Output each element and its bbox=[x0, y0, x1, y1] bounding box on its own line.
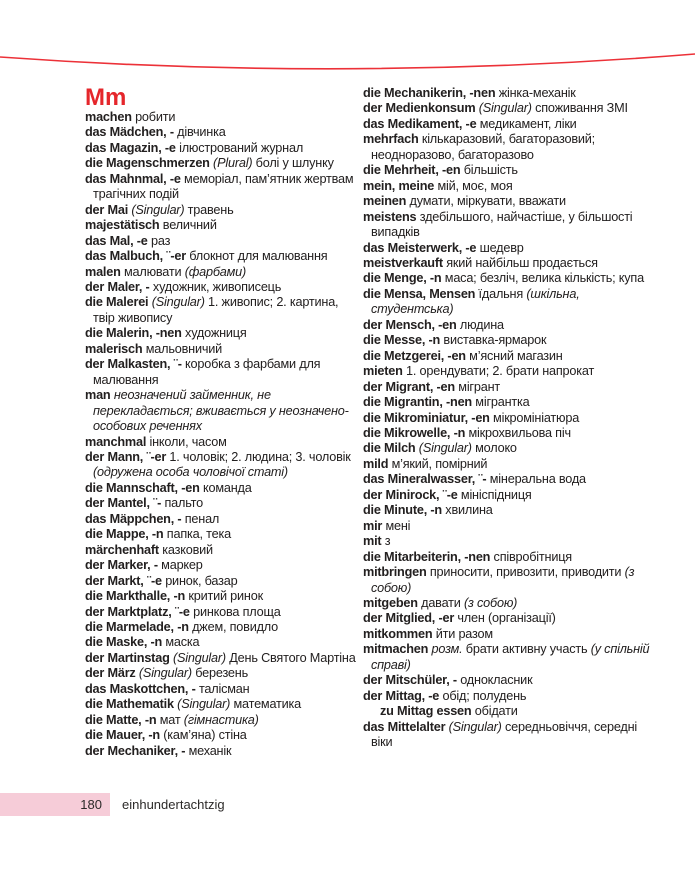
headword: der Minirock, ¨-e bbox=[363, 487, 458, 502]
translation: мій, моє, моя bbox=[434, 178, 513, 193]
dictionary-entry bbox=[85, 744, 361, 759]
dictionary-entry bbox=[363, 689, 655, 704]
headword: mitkommen bbox=[363, 626, 433, 641]
dictionary-entry bbox=[85, 605, 361, 620]
dictionary-entry bbox=[85, 713, 361, 728]
headword: das Medikament, -e bbox=[363, 116, 477, 131]
headword: malerisch bbox=[85, 341, 143, 356]
headword: die Mehrheit, -en bbox=[363, 163, 461, 178]
translation: брати активну участь bbox=[462, 642, 591, 657]
headword: die Matte, -n bbox=[85, 712, 157, 727]
headword: der Maler, - bbox=[85, 279, 150, 294]
decorative-wavy-rule bbox=[0, 0, 695, 90]
headword: der Mittag, -e bbox=[363, 688, 440, 703]
translation: 1. орендувати; 2. брати напрокат bbox=[402, 364, 595, 379]
dictionary-entry bbox=[363, 241, 655, 256]
headword: die Malerei bbox=[85, 295, 149, 310]
dictionary-entry bbox=[85, 326, 361, 341]
headword: das Meisterwerk, -e bbox=[363, 240, 477, 255]
annotation: (Singular) bbox=[173, 697, 231, 712]
headword: die Mikrowelle, -n bbox=[363, 425, 466, 440]
dictionary-entry bbox=[363, 287, 655, 318]
annotation: (Singular) bbox=[445, 719, 502, 734]
translation: їдальня bbox=[475, 286, 527, 301]
dictionary-subentry bbox=[363, 704, 655, 719]
translation: меморіал, пам’ятник жертвам трагічних подій bbox=[93, 171, 354, 202]
dictionary-entry bbox=[85, 357, 361, 388]
headword: die Mitarbeiterin, -nen bbox=[363, 549, 491, 564]
headword: der Migrant, -en bbox=[363, 379, 455, 394]
page-number-badge bbox=[0, 793, 110, 816]
annotation: (Singular) bbox=[135, 666, 192, 681]
dictionary-content bbox=[85, 86, 655, 759]
dictionary-entry bbox=[85, 635, 361, 650]
dictionary-entry bbox=[363, 411, 655, 426]
translation: 1. живопис; 2. картина, твір живопису bbox=[93, 295, 339, 325]
translation: математика bbox=[230, 697, 302, 712]
dictionary-entry bbox=[363, 194, 655, 209]
dictionary-entry bbox=[85, 558, 361, 573]
headword: der Mann, ¨-er bbox=[85, 449, 167, 464]
headword: die Mannschaft, -en bbox=[85, 480, 200, 495]
dictionary-entry bbox=[363, 210, 655, 241]
translation: людина bbox=[456, 317, 504, 332]
translation: споживання ЗМІ bbox=[531, 101, 628, 116]
dictionary-entry bbox=[85, 527, 361, 542]
dictionary-entry bbox=[363, 117, 655, 132]
headword: die Messe, -n bbox=[363, 333, 441, 348]
headword: der Medienkonsum bbox=[363, 101, 476, 116]
dictionary-entry bbox=[85, 589, 361, 604]
annotation: (Singular) bbox=[415, 441, 472, 456]
headword: das Mal, -e bbox=[85, 233, 148, 248]
translation: жінка-механік bbox=[495, 86, 576, 100]
translation: приносити, привозити, приводити bbox=[426, 565, 625, 580]
translation: ринкова площа bbox=[189, 604, 281, 619]
dictionary-entry bbox=[85, 141, 361, 156]
dictionary-entry bbox=[85, 342, 361, 357]
dictionary-entry bbox=[363, 349, 655, 364]
headword: die Malerin, -nen bbox=[85, 326, 182, 341]
headword: die Metzgerei, -en bbox=[363, 348, 466, 363]
translation: коробка з фарбами для малювання bbox=[93, 357, 321, 387]
headword: mir bbox=[363, 518, 383, 533]
annotation: (шкільна, студентська) bbox=[371, 286, 580, 317]
dictionary-entry bbox=[85, 156, 361, 171]
page-number: 180 bbox=[80, 797, 102, 812]
headword: die Mathematik bbox=[85, 697, 174, 712]
headword: der Mensch, -en bbox=[363, 317, 457, 332]
dictionary-entry bbox=[85, 125, 361, 140]
dictionary-entry bbox=[363, 333, 655, 348]
headword: der Mitschüler, - bbox=[363, 673, 457, 688]
translation: давати bbox=[417, 595, 464, 610]
dictionary-entry bbox=[85, 110, 361, 125]
headword: die Mechanikerin, -nen bbox=[363, 86, 496, 100]
dictionary-entry bbox=[85, 172, 361, 203]
headword: mieten bbox=[363, 364, 403, 379]
dictionary-entry bbox=[85, 249, 361, 264]
headword: der Marker, - bbox=[85, 558, 158, 573]
headword: das Mäppchen, - bbox=[85, 511, 182, 526]
dictionary-entry bbox=[85, 728, 361, 743]
dictionary-entry bbox=[363, 256, 655, 271]
dictionary-entry bbox=[85, 666, 361, 681]
headword: zu Mittag essen bbox=[380, 704, 472, 719]
headword: die Marmelade, -n bbox=[85, 619, 189, 634]
translation: маска bbox=[162, 635, 200, 650]
dictionary-entry bbox=[363, 163, 655, 178]
dictionary-entry bbox=[363, 565, 655, 596]
dictionary-entry bbox=[363, 550, 655, 565]
translation: мігрантка bbox=[471, 395, 530, 410]
translation: м’який, помірний bbox=[388, 456, 488, 471]
translation: художник, живописець bbox=[149, 279, 282, 294]
dictionary-entry bbox=[85, 388, 361, 434]
translation: казковий bbox=[158, 542, 213, 557]
translation: виставка-ярмарок bbox=[440, 333, 547, 348]
right-column bbox=[363, 86, 655, 759]
dictionary-entry bbox=[363, 457, 655, 472]
headword: die Menge, -n bbox=[363, 271, 442, 286]
headword: mitgeben bbox=[363, 595, 418, 610]
translation: молоко bbox=[471, 441, 517, 456]
translation: медикамент, ліки bbox=[476, 116, 577, 131]
headword: die Mensa, Mensen bbox=[363, 286, 476, 301]
page-footer bbox=[0, 793, 225, 816]
annotation: (Singular) bbox=[475, 101, 532, 116]
translation: здебільшого, найчастіше, у більшості випадків bbox=[371, 209, 633, 240]
translation: шедевр bbox=[476, 240, 524, 255]
dictionary-entry bbox=[85, 435, 361, 450]
dictionary-entry bbox=[85, 651, 361, 666]
translation: критий ринок bbox=[185, 589, 263, 604]
headword: der Martinstag bbox=[85, 650, 170, 665]
headword: das Mahnmal, -e bbox=[85, 171, 181, 186]
headword: malen bbox=[85, 264, 121, 279]
headword: mitbringen bbox=[363, 565, 427, 580]
dictionary-entry bbox=[85, 450, 361, 481]
translation: болі у шлунку bbox=[252, 156, 334, 171]
translation: джем, повидло bbox=[188, 619, 278, 634]
headword: die Minute, -n bbox=[363, 503, 442, 518]
dictionary-entry bbox=[85, 280, 361, 295]
dictionary-entry bbox=[363, 318, 655, 333]
translation: мігрант bbox=[454, 379, 500, 394]
headword: das Mineralwasser, ¨- bbox=[363, 472, 487, 487]
annotation: (гімнастика) bbox=[183, 712, 259, 727]
dictionary-entry bbox=[363, 720, 655, 751]
dictionary-entry bbox=[85, 218, 361, 233]
headword: die Mauer, -n bbox=[85, 728, 160, 743]
translation: однокласник bbox=[456, 673, 533, 688]
translation: величний bbox=[159, 218, 217, 233]
annotation: (у спільній справі) bbox=[371, 642, 650, 672]
annotation: (Singular) bbox=[128, 202, 185, 217]
dictionary-entry bbox=[363, 426, 655, 441]
annotation: (одружена особа чоловічої статі) bbox=[93, 465, 288, 480]
translation: ринок, базар bbox=[161, 573, 238, 588]
headword: der Mitglied, -er bbox=[363, 611, 455, 626]
translation: раз bbox=[147, 233, 171, 248]
dictionary-entry bbox=[363, 627, 655, 642]
dictionary-entry bbox=[85, 574, 361, 589]
headword: meinen bbox=[363, 194, 407, 209]
dictionary-entry bbox=[85, 496, 361, 511]
dictionary-entry bbox=[85, 295, 361, 326]
translation: мінеральна вода bbox=[486, 472, 586, 487]
dictionary-entry bbox=[363, 472, 655, 487]
translation: пальто bbox=[161, 496, 203, 511]
translation: мікрохвильова піч bbox=[465, 425, 571, 440]
left-column bbox=[85, 86, 361, 759]
dictionary-entry bbox=[363, 596, 655, 611]
headword: die Magenschmerzen bbox=[85, 156, 210, 171]
translation: ілюстрований журнал bbox=[175, 140, 304, 155]
headword: märchenhaft bbox=[85, 542, 159, 557]
annotation: (Singular) bbox=[169, 650, 226, 665]
headword: das Mädchen, - bbox=[85, 125, 174, 140]
headword: die Maske, -n bbox=[85, 635, 163, 650]
translation: пенал bbox=[181, 511, 220, 526]
dictionary-entry bbox=[363, 179, 655, 194]
translation: березень bbox=[191, 666, 248, 681]
headword: die Mappe, -n bbox=[85, 527, 164, 542]
translation: член (організації) bbox=[454, 611, 556, 626]
translation: (кам’яна) стіна bbox=[159, 728, 247, 743]
translation: команда bbox=[199, 480, 252, 495]
headword: der Marktplatz, ¨-e bbox=[85, 604, 190, 619]
translation: 1. чоловік; 2. людина; 3. чоловік bbox=[166, 449, 351, 464]
headword: meistverkauft bbox=[363, 255, 443, 270]
dictionary-entry bbox=[85, 620, 361, 635]
dictionary-entry bbox=[363, 642, 655, 673]
page-number-word: einhundertachtzig bbox=[122, 797, 225, 812]
translation: блокнот для малювання bbox=[185, 249, 328, 264]
headword: das Magazin, -e bbox=[85, 140, 176, 155]
dictionary-entry bbox=[363, 534, 655, 549]
left-entries bbox=[85, 110, 361, 759]
translation: дівчинка bbox=[173, 125, 226, 140]
headword: das Maskottchen, - bbox=[85, 681, 196, 696]
translation: більшість bbox=[460, 163, 518, 178]
translation: з bbox=[381, 534, 391, 549]
dictionary-entry bbox=[363, 611, 655, 626]
headword: das Mittelalter bbox=[363, 719, 446, 734]
dictionary-entry bbox=[363, 503, 655, 518]
dictionary-entry bbox=[363, 271, 655, 286]
translation: маса; безліч, велика кількість; купа bbox=[441, 271, 644, 286]
headword: die Markthalle, -n bbox=[85, 589, 186, 604]
dictionary-entry bbox=[85, 265, 361, 280]
headword: die Mikrominiatur, -en bbox=[363, 410, 490, 425]
translation: мат bbox=[156, 712, 184, 727]
dictionary-entry bbox=[85, 682, 361, 697]
translation: День Святого Мартіна bbox=[225, 650, 356, 665]
translation: думати, міркувати, вважати bbox=[406, 194, 566, 209]
headword: der Malkasten, ¨- bbox=[85, 357, 182, 372]
translation: мініспідниця bbox=[457, 487, 532, 502]
dictionary-entry bbox=[363, 441, 655, 456]
translation: мальовничий bbox=[142, 341, 223, 356]
headword: die Migrantin, -nen bbox=[363, 395, 472, 410]
translation: інколи, часом bbox=[146, 434, 227, 449]
headword: mein, meine bbox=[363, 178, 435, 193]
translation: обідати bbox=[471, 704, 518, 719]
headword: mild bbox=[363, 456, 389, 471]
annotation: неозначений займенник, не перекладається; вживається у неозначено-особових реченнях bbox=[93, 388, 349, 434]
headword: das Malbuch, ¨-er bbox=[85, 249, 186, 264]
translation: обід; полудень bbox=[439, 688, 527, 703]
headword: der Markt, ¨-e bbox=[85, 573, 162, 588]
translation: маркер bbox=[157, 558, 203, 573]
translation: мікромініатюра bbox=[489, 410, 580, 425]
translation: який найбільш продається bbox=[442, 255, 598, 270]
headword: majestätisch bbox=[85, 218, 160, 233]
dictionary-entry bbox=[85, 697, 361, 712]
headword: machen bbox=[85, 110, 132, 124]
translation: папка, тека bbox=[163, 527, 231, 542]
dictionary-entry bbox=[85, 203, 361, 218]
headword: der Mantel, ¨- bbox=[85, 496, 162, 511]
headword: mehrfach bbox=[363, 132, 419, 147]
annotation: (Plural) bbox=[209, 156, 253, 171]
headword: die Milch bbox=[363, 441, 416, 456]
translation: робити bbox=[131, 110, 176, 124]
headword: man bbox=[85, 388, 111, 403]
dictionary-entry bbox=[363, 101, 655, 116]
translation: травень bbox=[184, 202, 234, 217]
translation: співробітниця bbox=[490, 549, 572, 564]
translation: малювати bbox=[120, 264, 185, 279]
headword: mitmachen bbox=[363, 642, 429, 657]
translation: мені bbox=[382, 518, 411, 533]
translation: м’ясний магазин bbox=[465, 348, 563, 363]
headword: mit bbox=[363, 534, 382, 549]
dictionary-entry bbox=[363, 673, 655, 688]
right-entries bbox=[363, 86, 655, 750]
dictionary-entry bbox=[363, 364, 655, 379]
dictionary-entry bbox=[363, 132, 655, 163]
section-letter-heading: Mm bbox=[85, 84, 127, 111]
translation: йти разом bbox=[432, 626, 493, 641]
translation: кількаразовий, багаторазовий; неодноразово, багаторазово bbox=[371, 132, 595, 162]
annotation: розм. bbox=[428, 642, 463, 657]
dictionary-entry bbox=[363, 86, 655, 101]
annotation: (з собою) bbox=[463, 595, 518, 610]
translation: талісман bbox=[195, 681, 250, 696]
annotation: (Singular) bbox=[148, 295, 205, 310]
headword: meistens bbox=[363, 209, 417, 224]
dictionary-entry bbox=[363, 519, 655, 534]
dictionary-entry bbox=[85, 234, 361, 249]
translation: художниця bbox=[181, 326, 247, 341]
translation: механік bbox=[185, 743, 232, 758]
headword: der Mai bbox=[85, 202, 129, 217]
annotation: (фарбами) bbox=[184, 264, 247, 279]
dictionary-entry bbox=[363, 488, 655, 503]
annotation: (з собою) bbox=[371, 565, 635, 595]
headword: der Mechaniker, - bbox=[85, 743, 186, 758]
headword: manchmal bbox=[85, 434, 147, 449]
dictionary-entry bbox=[363, 380, 655, 395]
headword: der März bbox=[85, 666, 136, 681]
translation: хвилина bbox=[441, 503, 493, 518]
dictionary-entry bbox=[363, 395, 655, 410]
dictionary-entry bbox=[85, 543, 361, 558]
dictionary-entry bbox=[85, 481, 361, 496]
dictionary-entry bbox=[85, 512, 361, 527]
translation: середньовіччя, середні віки bbox=[371, 719, 638, 750]
